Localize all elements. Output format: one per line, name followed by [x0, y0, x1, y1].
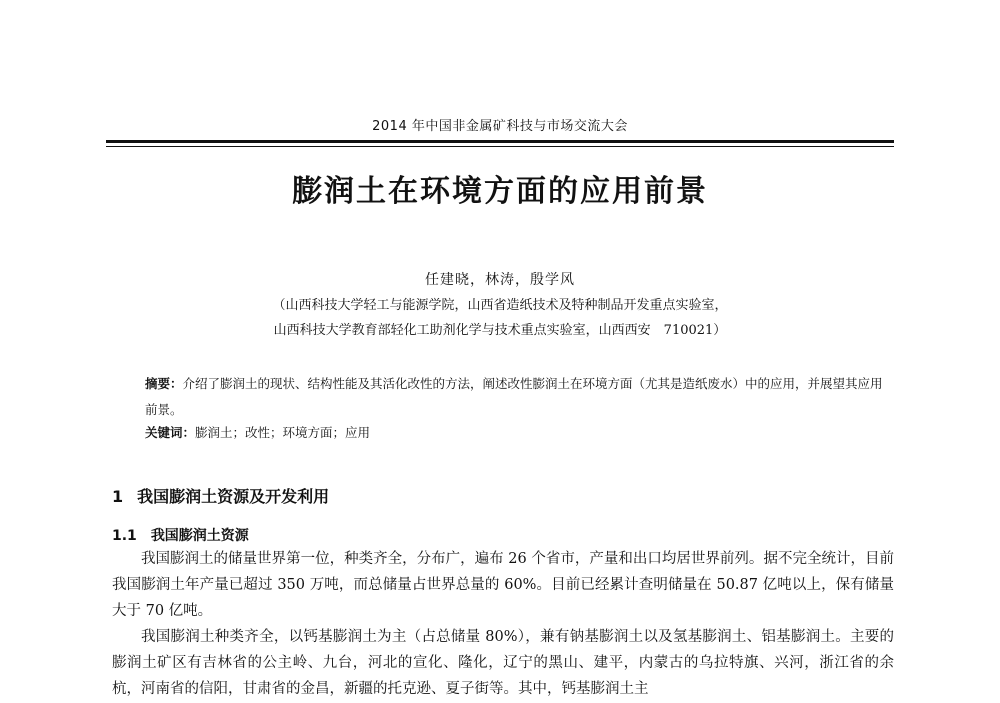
section-heading — [112, 484, 329, 507]
authors: 任建晓，林涛，殷学风 — [425, 272, 575, 288]
affiliation-line-1: （山西科技大学轻工与能源学院，山西省造纸技术及特种制品开发重点实验室， — [272, 298, 728, 313]
abstract-label: 摘要： — [145, 376, 183, 391]
subsection-title: 我国膨润土资源 — [150, 528, 249, 544]
paper-title: 膨润土在环境方面的应用前景 — [292, 174, 708, 209]
body-text — [112, 546, 894, 702]
header-rule-thin — [106, 146, 894, 147]
subsection-number: 1.1 — [112, 528, 137, 544]
paragraph: 我国膨润土的储量世界第一位，种类齐全，分布广，遍布 26 个省市，产量和出口均居世界前列。据不完全统计，目前我国膨润土年产量已超过 350 万吨，而总储量占世界总量的 60%。目前已经累计查明储量在 50.87 亿吨以上，保有储量大于 70 亿吨。 — [112, 551, 894, 619]
abstract — [145, 371, 893, 423]
subsection-heading — [112, 525, 249, 545]
affiliation-line-2: 山西科技大学教育部轻化工助剂化学与技术重点实验室，山西西安 710021） — [273, 323, 727, 338]
keywords-label: 关键词： — [145, 425, 196, 440]
header-rule-thick — [106, 140, 894, 143]
section-number: 1 — [112, 487, 124, 506]
keywords-text: 膨润土；改性；环境方面；应用 — [195, 425, 371, 440]
keywords — [145, 423, 893, 441]
section-title: 我国膨润土资源及开发利用 — [137, 487, 330, 506]
paragraph: 我国膨润土种类齐全，以钙基膨润土为主（占总储量 80%），兼有钠基膨润土以及氢基膨润土、铝基膨润土。主要的膨润土矿区有吉林省的公主岭、九台，河北的宣化、隆化，辽宁的黑山、建平，内蒙古的乌拉特旗、兴河，浙江省的余杭，河南省的信阳，甘肃省的金昌，新疆的托克逊、夏子街等。其中，钙基膨润土主 — [112, 629, 894, 697]
conference-header: 2014 年中国非金属矿科技与市场交流大会 — [372, 119, 628, 134]
abstract-text: 介绍了膨润土的现状、结构性能及其活化改性的方法，阐述改性膨润土在环境方面（尤其是造纸废水）中的应用，并展望其应用前景。 — [145, 376, 883, 417]
